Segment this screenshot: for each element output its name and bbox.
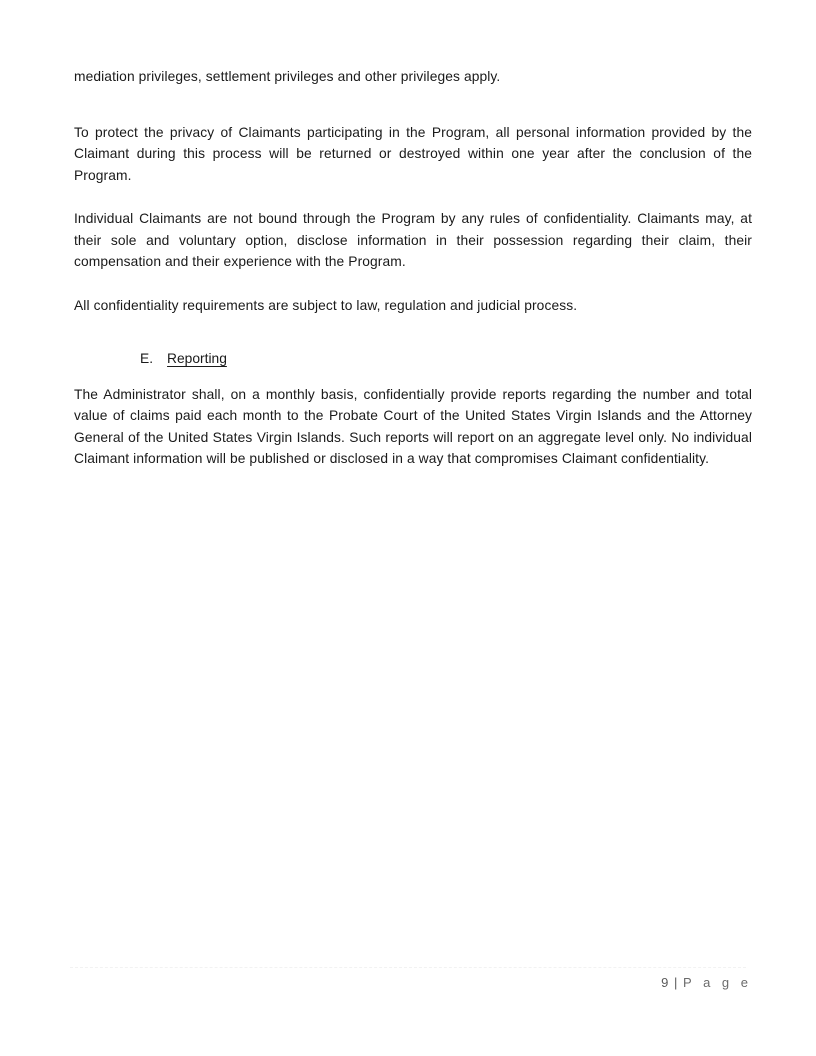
footer-separator: | <box>674 975 679 990</box>
page-content <box>74 66 752 492</box>
paragraph-reporting-body: The Administrator shall, on a monthly basis, confidentially provide reports regarding the number and total value of claims paid each month to the Probate Court of the United States Virgin Islands and the Attorney General of the United States Virgin Islands. Such reports will report on an aggregate level only. No individual Claimant information will be published or disclosed in a way that compromises Claimant confidentiality. <box>74 386 752 466</box>
paragraph-privileges: mediation privileges, settlement privileges and other privileges apply. <box>74 69 501 84</box>
paragraph-confidentiality-options: Individual Claimants are not bound through the Program by any rules of confidentiality. Claimants may, at their sole and voluntary option, disclose information in their possession regarding their claim, their compensation and their experience with the Program. <box>74 211 752 269</box>
section-heading-label: E. <box>140 351 154 366</box>
page-footer <box>661 975 752 990</box>
paragraph-legal-process: All confidentiality requirements are subject to law, regulation and judicial process. <box>74 297 578 313</box>
scan-artifact-line <box>70 967 746 968</box>
section-heading-title: Reporting <box>167 351 227 366</box>
footer-page-number: 9 <box>661 975 670 990</box>
footer-page-word: P a g e <box>683 975 752 990</box>
section-heading <box>74 348 752 370</box>
paragraph-privacy: To protect the privacy of Claimants participating in the Program, all personal information provided by the Claimant during this process will be returned or destroyed within one year after the conclusion of the Program. <box>74 124 752 183</box>
